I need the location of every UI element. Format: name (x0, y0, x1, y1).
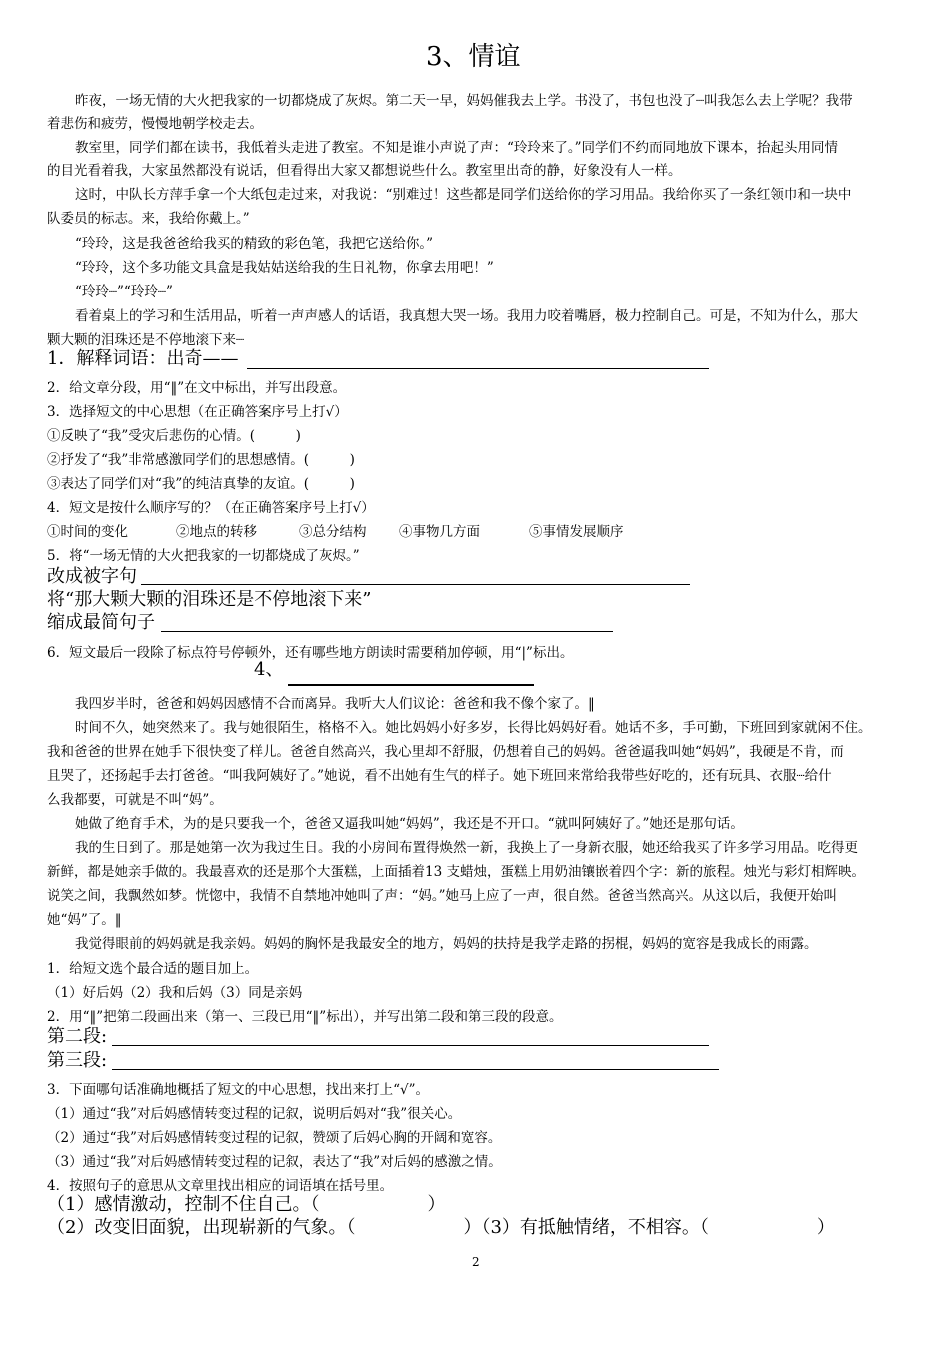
q2-word-fill-2-3[interactable]: （2）改变旧面貌，出现崭新的气象。（ ）（3）有抵触情绪，不相容。（ ） (47, 1217, 835, 1238)
answer-line-second-paragraph[interactable] (112, 1045, 709, 1046)
q2-title-question: 1．给短文选个最合适的题目加上。 (47, 961, 259, 977)
page-title: 3、情谊 (426, 42, 521, 72)
section4-title-line[interactable] (288, 684, 534, 686)
q1-order-question: 4．短文是按什么顺序写的？（在正确答案序号上打√） (47, 500, 375, 516)
passage2-p2-line2: 我和爸爸的世界在她手下很快变了样儿。爸爸自然高兴，我心里却不舒服，仍想着自己的妈妈。爸爸逼我叫她“妈妈”，我硬是不肯，而 (47, 744, 844, 760)
q2-title-options[interactable]: （1）好后妈（2）我和后妈（3）同是亲妈 (47, 985, 303, 1001)
q2-second-paragraph-label: 第二段: (47, 1026, 108, 1047)
q1-main-idea-option-3[interactable]: ③表达了同学们对“我”的纯洁真挚的友谊。( ) (47, 476, 355, 492)
q1-define-word: 1．解释词语：出奇—— (47, 348, 239, 369)
passage1-p7-line1: 看着桌上的学习和生活用品，听着一声声感人的话语，我真想大哭一场。我用力咬着嘴唇，极力控制自己。可是，不知为什么，那大 (75, 308, 858, 324)
q1-main-idea: 3．选择短文的中心思想（在正确答案序号上打√） (47, 404, 348, 420)
passage2-p3: 她做了绝育手术，为的是只要我一个，爸爸又逼我叫她“妈妈”，我还是不开口。“就叫阿姨好了。”她还是那句话。 (75, 816, 744, 832)
passage2-p4-line1: 我的生日到了。那是她第一次为我过生日。我的小房间布置得焕然一新，我换上了一身新衣服，她还给我买了许多学习用品。吃得更 (75, 840, 858, 856)
passage1-p3-line2: 队委员的标志。来，我给你戴上。” (47, 211, 250, 227)
q1-shorten-sentence: 将“那大颗大颗的泪珠还是不停地滚下来” (47, 589, 372, 610)
q1-pause-marks: 6．短文最后一段除了标点符号停顿外，还有哪些地方朗读时需要稍加停顿，用“|”标出。 (47, 645, 574, 661)
answer-line-third-paragraph[interactable] (112, 1069, 719, 1070)
passage1-p6: “玲玲┈”“玲玲┈” (75, 284, 173, 300)
passage2-p2-line3: 且哭了，还扬起手去打爸爸。“叫我阿姨好了。”她说，看不出她有生气的样子。她下班回来常给我带些好吃的，还有玩具、衣服┈给什 (47, 768, 832, 784)
q2-paragraph-question: 2．用“‖”把第二段画出来（第一、三段已用“‖”标出），并写出第二段和第三段的段意。 (47, 1009, 563, 1025)
passage2-p5: 我觉得眼前的妈妈就是我亲妈。妈妈的胸怀是我最安全的地方，妈妈的扶持是我学走路的拐棍，妈妈的宽容是我成长的雨露。 (75, 936, 818, 952)
passage1-p4: “玲玲，这是我爸爸给我买的精致的彩色笔，我把它送给你。” (75, 236, 434, 252)
passage2-p4-line3: 说笑之间，我飘然如梦。恍惚中，我情不自禁地冲她叫了声：“妈。”她马上应了一声，很自然。爸爸当然高兴。从这以后，我便开始叫 (47, 888, 838, 904)
passage1-p2-line2: 的目光看着我，大家虽然都没有说话，但看得出大家又都想说些什么。教室里出奇的静，好象没有人一样。 (47, 163, 682, 179)
q1-order-option-4[interactable]: ④事物几方面 (399, 524, 480, 540)
passage2-p1: 我四岁半时，爸爸和妈妈因感情不合而离异。我听大人们议论：爸爸和我不像个家了。‖ (75, 696, 595, 712)
passage2-p2-line1: 时间不久，她突然来了。我与她很陌生，格格不入。她比妈妈小好多岁，长得比妈妈好看。她话不多，手可勤，下班回到家就闲不住。 (75, 720, 872, 736)
q1-paragraph-split: 2．给文章分段，用“‖”在文中标出，并写出段意。 (47, 380, 347, 396)
q2-main-idea-option-1[interactable]: （1）通过“我”对后妈感情转变过程的记叙，说明后妈对“我”很关心。 (47, 1106, 462, 1122)
q1-sentence-transform: 5．将“一场无情的大火把我家的一切都烧成了灰烬。” (47, 548, 360, 564)
passage1-p5: “玲玲，这个多功能文具盒是我姑姑送给我的生日礼物，你拿去用吧！” (75, 260, 494, 276)
passage2-p4-line2: 新鲜，都是她亲手做的。我最喜欢的还是那个大蛋糕，上面插着13 支蜡烛，蛋糕上用奶油镶嵌着四个字：新的旅程。烛光与彩灯相辉映。 (47, 864, 865, 880)
passage1-p2-line1: 教室里，同学们都在读书，我低着头走进了教室。不知是谁小声说了声：“玲玲来了。”同学们不约而同地放下课本，抬起头用同情 (75, 140, 839, 156)
page-number: 2 (472, 1255, 480, 1269)
q1-shorten-label: 缩成最简句子 (47, 612, 155, 633)
q1-order-option-2[interactable]: ②地点的转移 (176, 524, 257, 540)
q1-order-option-1[interactable]: ①时间的变化 (47, 524, 128, 540)
passage1-p1-line1: 昨夜，一场无情的大火把我家的一切都烧成了灰烬。第二天一早，妈妈催我去上学。书没了，书包也没了┈叫我怎么去上学呢？我带 (75, 93, 853, 109)
q1-order-option-5[interactable]: ⑤事情发展顺序 (529, 524, 624, 540)
passage2-p4-line4: 她“妈”了。‖ (47, 912, 122, 928)
q1-passive-label: 改成被字句 (47, 566, 137, 587)
passage1-p3-line1: 这时，中队长方萍手拿一个大纸包走过来，对我说：“别难过！这些都是同学们送给你的学习用品。我给你买了一条红领巾和一块中 (75, 187, 852, 203)
q1-order-option-3[interactable]: ③总分结构 (299, 524, 367, 540)
answer-line-shorten[interactable] (161, 631, 613, 632)
q1-main-idea-option-2[interactable]: ②抒发了“我”非常感激同学们的思想感情。( ) (47, 452, 355, 468)
passage2-p2-line4: 么我都要，可就是不叫“妈”。 (47, 792, 223, 808)
q2-main-idea-option-2[interactable]: （2）通过“我”对后妈感情转变过程的记叙，赞颂了后妈心胸的开阔和宽容。 (47, 1130, 502, 1146)
passage1-p1-line2: 着悲伤和疲劳，慢慢地朝学校走去。 (47, 116, 263, 132)
q2-word-fill-1[interactable]: （1）感情激动，控制不住自己。（ ） (47, 1194, 446, 1215)
answer-line-passive[interactable] (141, 584, 690, 585)
section4-label: 4、 (254, 659, 284, 680)
q2-third-paragraph-label: 第三段: (47, 1050, 108, 1071)
q1-main-idea-option-1[interactable]: ①反映了“我”受灾后悲伤的心情。( ) (47, 428, 301, 444)
passage1-p7-line2: 颗大颗的泪珠还是不停地滚下来┈ (47, 332, 245, 348)
q2-main-idea-question: 3．下面哪句话准确地概括了短文的中心思想，找出来打上“√”。 (47, 1082, 429, 1098)
q2-main-idea-option-3[interactable]: （3）通过“我”对后妈感情转变过程的记叙，表达了“我”对后妈的感激之情。 (47, 1154, 502, 1170)
answer-line-q1[interactable] (247, 368, 709, 369)
q2-word-fill-question: 4．按照句子的意思从文章里找出相应的词语填在括号里。 (47, 1178, 394, 1194)
